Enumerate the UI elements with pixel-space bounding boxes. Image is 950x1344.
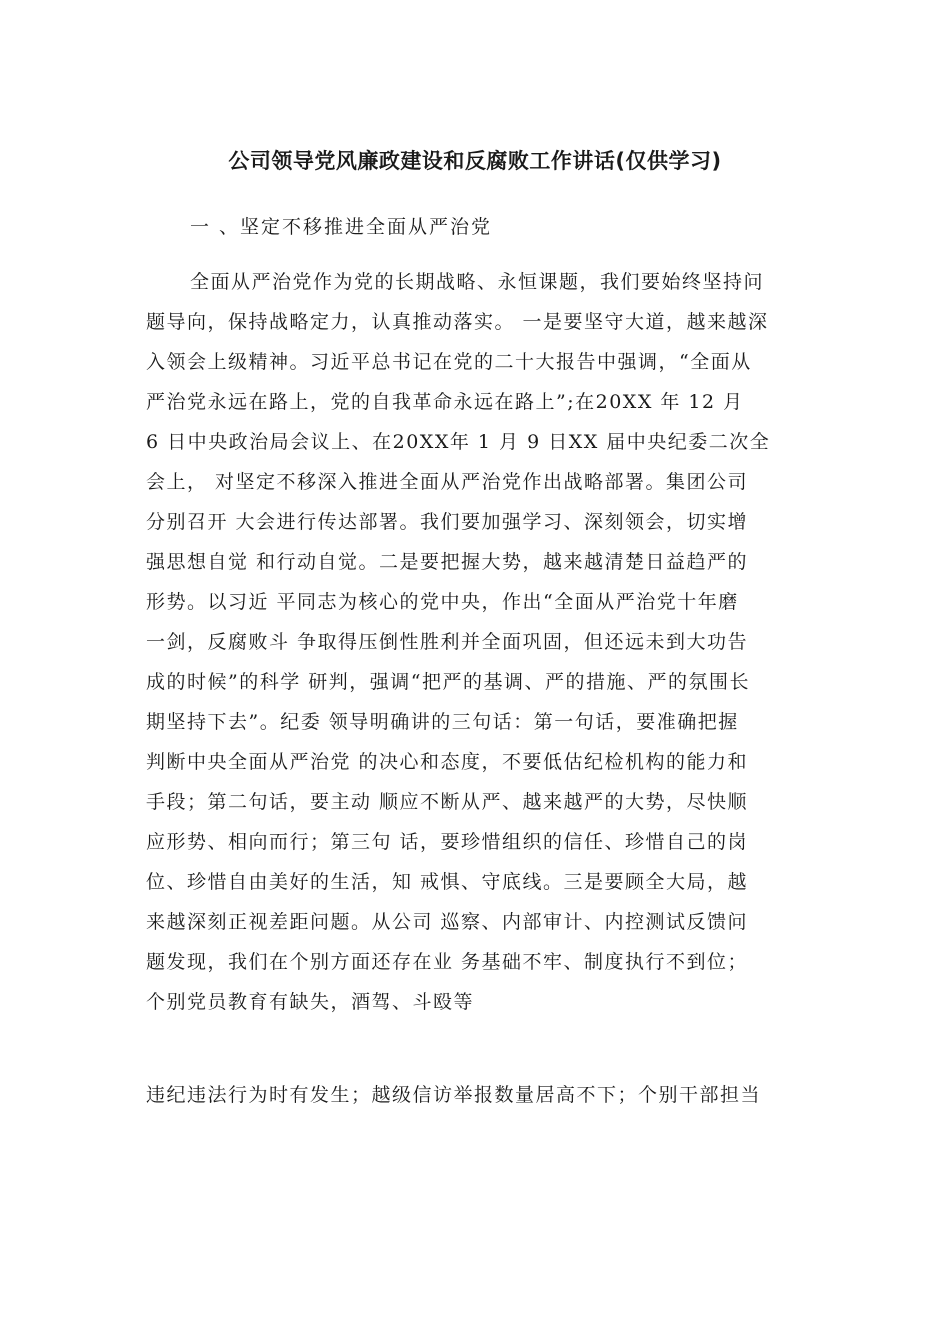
paragraph-line: 应形势、相向而行；第三句 话，要珍惜组织的信任、珍惜自己的岗 bbox=[146, 831, 749, 853]
paragraph-line: 严治党永远在路上，党的自我革命永远在路上”;在20XX 年 12 月 bbox=[146, 391, 744, 413]
paragraph-line: 题发现，我们在个别方面还存在业 务基础不牢、制度执行不到位； bbox=[146, 951, 749, 973]
paragraph-line: 一剑，反腐败斗 争取得压倒性胜利并全面巩固，但还远未到大功告 bbox=[146, 631, 749, 653]
paragraph-line: 来越深刻正视差距问题。从公司 巡察、内部审计、内控测试反馈问 bbox=[146, 911, 749, 933]
paragraph-line: 成的时候”的科学 研判，强调“把严的基调、严的措施、严的氛围长 bbox=[146, 671, 750, 693]
paragraph-line: 入领会上级精神。习近平总书记在党的二十大报告中强调，“全面从 bbox=[146, 351, 752, 373]
paragraph-line: 会上， 对坚定不移深入推进全面从严治党作出战略部署。集团公司 bbox=[146, 471, 749, 493]
paragraph-line: 形势。以习近 平同志为核心的党中央，作出“全面从严治党十年磨 bbox=[146, 591, 739, 613]
paragraph-line: 判断中央全面从严治党 的决心和态度，不要低估纪检机构的能力和 bbox=[146, 751, 749, 773]
paragraph-line: 手段；第二句话，要主动 顺应不断从严、越来越严的大势，尽快顺 bbox=[146, 791, 749, 813]
paragraph-line-continued: 违纪违法行为时有发生；越级信访举报数量居高不下；个别干部担当 bbox=[146, 1084, 762, 1106]
paragraph-line: 位、珍惜自由美好的生活，知 戒惧、守底线。三是要顾全大局，越 bbox=[146, 871, 749, 893]
paragraph-line: 期坚持下去”。纪委 领导明确讲的三句话：第一句话，要准确把握 bbox=[146, 711, 739, 733]
section-heading: 一 、坚定不移推进全面从严治党 bbox=[190, 216, 493, 238]
paragraph-line: 题导向，保持战略定力，认真推动落实。 一是要坚守大道，越来越深 bbox=[146, 311, 769, 333]
paragraph-line: 6 日中央政治局会议上、在20XX年 1 月 9 日XX 届中央纪委二次全 bbox=[146, 431, 771, 453]
paragraph-line: 全面从严治党作为党的长期战略、永恒课题，我们要始终坚持问 bbox=[190, 271, 765, 293]
paragraph-line: 个别党员教育有缺失，酒驾、斗殴等 bbox=[146, 991, 475, 1013]
paragraph-line: 强思想自觉 和行动自觉。二是要把握大势，越来越清楚日益趋严的 bbox=[146, 551, 749, 573]
document-title: 公司领导党风廉政建设和反腐败工作讲话(仅供学习) bbox=[228, 149, 722, 173]
body-paragraph bbox=[146, 262, 806, 1106]
paragraph-line: 分别召开 大会进行传达部署。我们要加强学习、深刻领会，切实增 bbox=[146, 511, 749, 533]
